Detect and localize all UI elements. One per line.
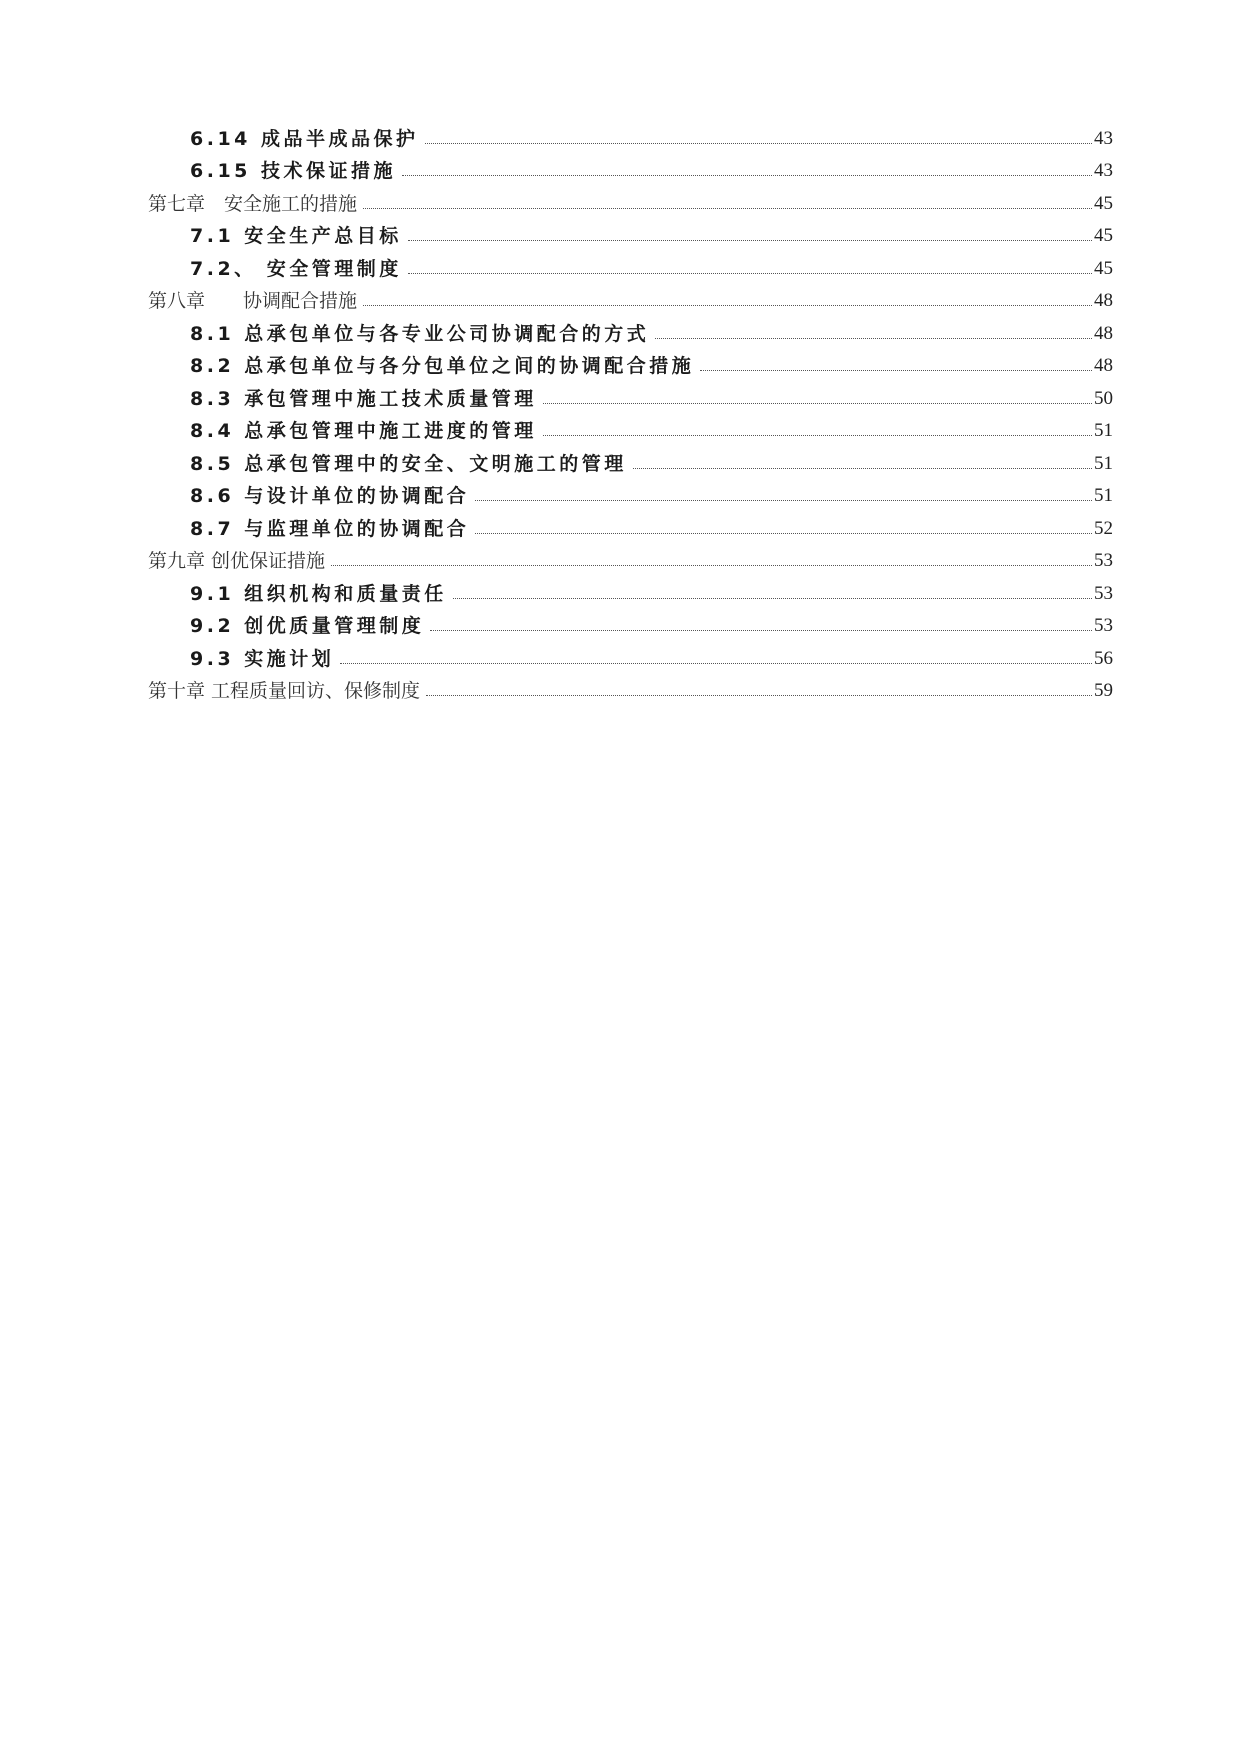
- toc-entry[interactable]: [148, 118, 1113, 151]
- toc-dot-leader: [700, 370, 1092, 371]
- toc-page-number: 48: [1094, 322, 1113, 344]
- toc-entry-label: 8.5 总承包管理中的安全、文明施工的管理: [190, 452, 627, 475]
- toc-entry-label: 8.7 与监理单位的协调配合: [190, 517, 470, 540]
- toc-page-number: 45: [1094, 225, 1113, 246]
- toc-entry[interactable]: [148, 248, 1113, 281]
- toc-entry[interactable]: [148, 573, 1113, 606]
- toc-page-number: 53: [1094, 615, 1113, 636]
- toc-entry-label: 8.4 总承包管理中施工进度的管理: [190, 420, 537, 442]
- toc-dot-leader: [363, 208, 1092, 209]
- toc-page-number: 50: [1094, 387, 1113, 409]
- toc-dot-leader: [425, 143, 1093, 144]
- toc-entry[interactable]: [148, 508, 1113, 541]
- toc-dot-leader: [475, 500, 1092, 501]
- toc-entry-label: 7.2、 安全管理制度: [190, 257, 402, 280]
- toc-entry[interactable]: [148, 411, 1113, 444]
- toc-chapter-entry[interactable]: [148, 183, 1113, 216]
- toc-dot-leader: [430, 630, 1092, 631]
- toc-dot-leader: [402, 175, 1092, 176]
- toc-dot-leader: [426, 695, 1092, 696]
- toc-entry[interactable]: [148, 313, 1113, 346]
- toc-entry[interactable]: [148, 151, 1113, 184]
- toc-chapter-entry[interactable]: [148, 541, 1113, 574]
- toc-dot-leader: [543, 435, 1092, 436]
- toc-page-number: 43: [1094, 127, 1113, 149]
- toc-entry-label: 8.2 总承包单位与各分包单位之间的协调配合措施: [190, 355, 695, 377]
- toc-page-number: 48: [1094, 290, 1113, 311]
- toc-dot-leader: [453, 598, 1092, 599]
- toc-entry[interactable]: [148, 378, 1113, 411]
- toc-entry-label: 7.1 安全生产总目标: [190, 225, 402, 247]
- toc-entry-label: 第七章 安全施工的措施: [148, 192, 358, 215]
- toc-dot-leader: [655, 338, 1092, 339]
- toc-page-number: 51: [1094, 452, 1113, 474]
- toc-chapter-entry[interactable]: [148, 281, 1113, 314]
- toc-page-number: 51: [1094, 485, 1113, 506]
- toc-entry[interactable]: [148, 606, 1113, 639]
- toc-entry-label: 8.3 承包管理中施工技术质量管理: [190, 387, 537, 410]
- toc-dot-leader: [340, 663, 1092, 664]
- toc-page-number: 45: [1094, 192, 1113, 214]
- toc-page-number: 48: [1094, 355, 1113, 376]
- toc-page-number: 53: [1094, 550, 1113, 571]
- toc-page-number: 53: [1094, 582, 1113, 604]
- toc-entry[interactable]: [148, 476, 1113, 509]
- table-of-contents: [148, 118, 1113, 703]
- toc-entry-label: 9.2 创优质量管理制度: [190, 615, 425, 637]
- toc-entry-label: 6.15 技术保证措施: [190, 160, 396, 182]
- toc-entry-label: 第八章 协调配合措施: [148, 290, 358, 312]
- toc-entry-label: 第九章 创优保证措施: [148, 550, 326, 572]
- toc-entry[interactable]: [148, 346, 1113, 379]
- toc-dot-leader: [633, 468, 1092, 469]
- toc-dot-leader: [543, 403, 1092, 404]
- toc-dot-leader: [475, 533, 1092, 534]
- toc-entry[interactable]: [148, 638, 1113, 671]
- toc-entry-label: 6.14 成品半成品保护: [190, 127, 419, 150]
- toc-page-number: 51: [1094, 420, 1113, 441]
- toc-entry[interactable]: [148, 443, 1113, 476]
- toc-dot-leader: [408, 240, 1092, 241]
- toc-page-number: 59: [1094, 680, 1113, 701]
- toc-entry-label: 8.1 总承包单位与各专业公司协调配合的方式: [190, 322, 650, 345]
- toc-page-number: 43: [1094, 160, 1113, 181]
- toc-entry[interactable]: [148, 216, 1113, 249]
- toc-entry-label: 8.6 与设计单位的协调配合: [190, 485, 470, 507]
- toc-dot-leader: [408, 273, 1092, 274]
- toc-entry-label: 第十章 工程质量回访、保修制度: [148, 680, 421, 702]
- toc-page-number: 52: [1094, 517, 1113, 539]
- toc-chapter-entry[interactable]: [148, 671, 1113, 704]
- toc-dot-leader: [363, 305, 1092, 306]
- toc-entry-label: 9.1 组织机构和质量责任: [190, 582, 447, 605]
- toc-dot-leader: [331, 565, 1092, 566]
- toc-page-number: 45: [1094, 257, 1113, 279]
- toc-page-number: 56: [1094, 647, 1113, 669]
- toc-entry-label: 9.3 实施计划: [190, 647, 335, 670]
